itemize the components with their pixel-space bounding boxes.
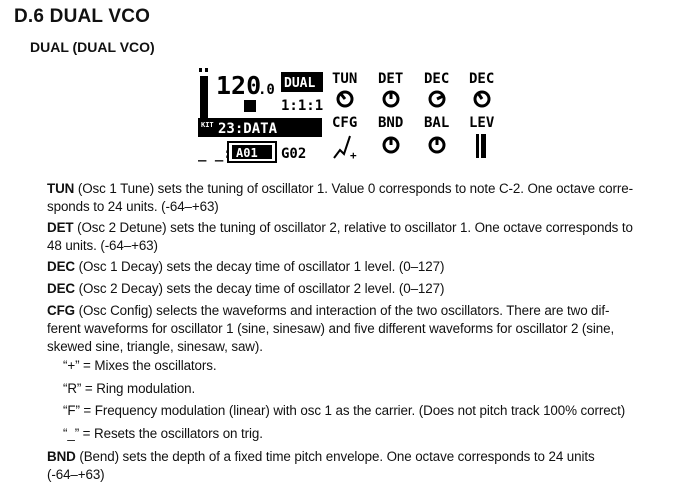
screen-record-square (244, 100, 256, 112)
param-term: DEC (47, 281, 75, 296)
param-term: BND (47, 449, 76, 464)
device-screen (198, 66, 503, 163)
level-meter-icon (476, 134, 486, 158)
screen-param-label: DET (378, 71, 404, 87)
param-description-dec2: DEC (Osc 2 Decay) sets the decay time of oscillator 2 level. (0–127) (47, 281, 445, 296)
param-description-det: DET (Osc 2 Detune) sets the tuning of oscillator 2, relative to oscillator 1. One octave corresponds to 48 units. (-64–+63) (47, 220, 633, 253)
param-description-dec1: DEC (Osc 1 Decay) sets the decay time of oscillator 1 level. (0–127) (47, 259, 445, 274)
screen-knob-icon (475, 92, 489, 106)
screen-param-label: DEC (469, 71, 495, 87)
screen-dot (205, 68, 208, 72)
screen-kit-prefix: KIT (201, 121, 214, 129)
screen-knob-icon (338, 92, 352, 106)
screen-knob-icon (384, 92, 398, 106)
screen-pattern: 1:1:1 (281, 98, 324, 114)
screen-param-label: TUN (332, 71, 358, 87)
screen-param-label: BND (378, 115, 404, 131)
screen-kit-name: 23:DATA (218, 121, 278, 137)
param-term: CFG (47, 303, 75, 318)
screen-selector-right: G02 (281, 146, 307, 162)
cfg-option: “_” = Resets the oscillators on trig. (63, 426, 263, 441)
cfg-option: “F” = Frequency modulation (linear) with osc 1 as the carrier. (Does not pitch track 100% correct) (63, 403, 626, 418)
screen-selector-left: _ _: (198, 146, 232, 162)
screen-knob-icon (430, 92, 444, 106)
screen-param-label: CFG (332, 115, 358, 131)
section-title: D.6 DUAL VCO (14, 6, 151, 27)
machine-subtitle: DUAL (DUAL VCO) (30, 39, 155, 55)
screen-dot (199, 68, 202, 72)
screen-knob-icon (430, 138, 444, 152)
param-term: DEC (47, 259, 75, 274)
screen-param-label: LEV (469, 115, 495, 131)
param-term: DET (47, 220, 74, 235)
waveform-icon (334, 136, 350, 158)
screen-param-label: BAL (424, 115, 450, 131)
param-description-cfg: CFG (Osc Config) selects the waveforms and interaction of the two oscillators. There are two dif- ferent waveforms for oscillator 1 (sine, sinesaw) and five different waveforms for oscillator 2 (sine, skewed sine, triangle, sinesaw, saw). (47, 303, 615, 354)
screen-tempo: 120 (216, 71, 262, 100)
param-description-tun: TUN (Osc 1 Tune) sets the tuning of oscillator 1. Value 0 corresponds to note C-2. One octave corre- sponds to 24 units. (-64–+63) (47, 181, 633, 214)
cfg-option: “+” = Mixes the oscillators. (63, 358, 217, 373)
param-term: TUN (47, 181, 75, 196)
cfg-option: “R” = Ring modulation. (63, 381, 196, 396)
screen-param-label: DEC (424, 71, 450, 87)
screen-tempo-decimal: .0 (258, 82, 275, 98)
screen-machine: DUAL (284, 76, 316, 91)
screen-cfg-symbol: + (350, 149, 357, 162)
param-description-bnd: BND (Bend) sets the depth of a fixed time pitch envelope. One octave corresponds to 24 units (-64–+63) (47, 449, 595, 482)
screen-track: A01 (236, 146, 258, 160)
screen-knob-icon (384, 138, 398, 152)
